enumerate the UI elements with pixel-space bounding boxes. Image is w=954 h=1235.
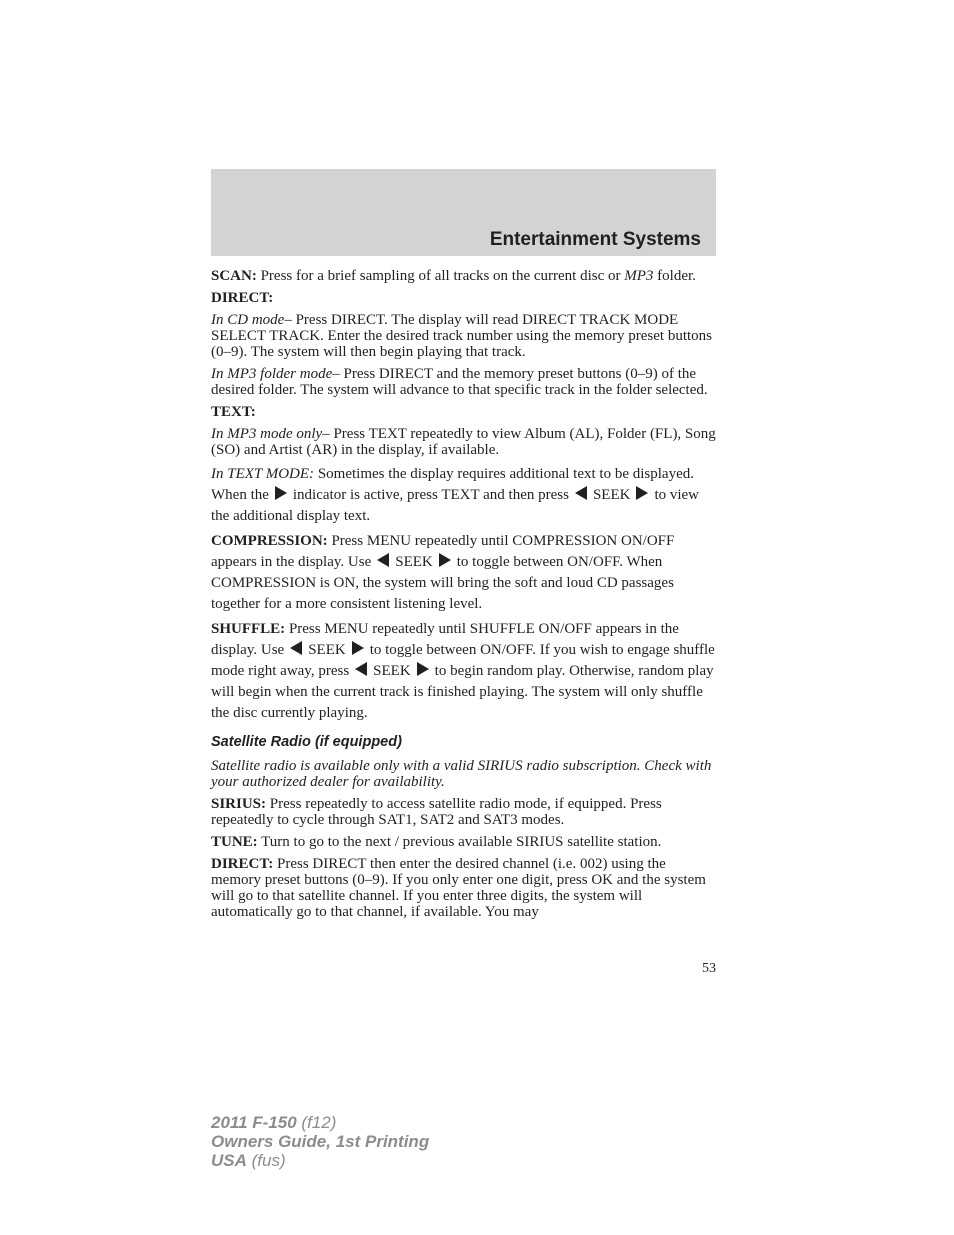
text-term: TEXT:	[211, 404, 256, 420]
shuffle-paragraph	[211, 619, 716, 724]
text-mode-seek: SEEK	[592, 487, 631, 503]
compression-seek: SEEK	[395, 554, 433, 570]
page-number: 53	[702, 961, 716, 976]
direct-heading	[211, 290, 716, 306]
right-triangle-icon	[352, 641, 364, 655]
direct2-text: Press DIRECT then enter the desired channel (i.e. 002) using the memory preset buttons (0–9). If you only enter one digit, press OK and the system will go to that satellite channel. If you enter three digits, the system will automatically go to that channel, if available. You may	[211, 856, 706, 920]
text-mode-text-3: to view the additional display text.	[211, 487, 700, 524]
footer-region: USA	[211, 1151, 247, 1170]
footer-line-3	[211, 1151, 429, 1170]
cd-mode-paragraph	[211, 312, 716, 360]
compression-paragraph	[211, 531, 716, 615]
left-triangle-icon	[290, 641, 302, 655]
direct2-paragraph	[211, 856, 716, 920]
direct-term: DIRECT:	[211, 290, 274, 306]
scan-text-2: folder.	[653, 268, 696, 284]
tune-paragraph	[211, 834, 716, 850]
satellite-note-text: Satellite radio is available only with a valid SIRIUS radio subscription. Check with your authorized dealer for availability.	[211, 758, 712, 790]
scan-paragraph	[211, 268, 716, 284]
right-triangle-icon	[275, 486, 287, 500]
scan-italic: MP3	[624, 268, 654, 284]
mp3-only-italic: In MP3 mode only	[211, 426, 323, 442]
text-mode-text-1: Sometimes the display requires additional text to be displayed. When the	[211, 466, 694, 503]
text-mode-italic: In TEXT MODE:	[211, 466, 315, 482]
footer-region-code: (fus)	[246, 1151, 286, 1170]
cd-mode-italic: In CD mode	[211, 312, 285, 328]
section-header-band	[211, 169, 716, 256]
scan-text-1: Press for a brief sampling of all tracks on the current disc or	[256, 268, 625, 284]
shuffle-seek-2: SEEK	[373, 663, 411, 679]
cd-mode-text: – Press DIRECT. The display will read DIRECT TRACK MODE SELECT TRACK. Enter the desired track number using the memory preset buttons (0–9). The system will then begin playing that track.	[211, 312, 713, 360]
compression-text-2: to toggle between ON/OFF. When COMPRESSION is ON, the system will bring the soft and loud CD passages together for a more consistent listening level.	[211, 554, 674, 612]
right-triangle-icon	[417, 662, 429, 676]
shuffle-text-2: to toggle between ON/OFF. If you wish to engage shuffle mode right away, press	[211, 642, 715, 679]
footer-line-1	[211, 1113, 429, 1132]
compression-text-1: Press MENU repeatedly until COMPRESSION ON/OFF appears in the display. Use	[211, 533, 675, 570]
mp3-only-paragraph	[211, 426, 716, 458]
left-triangle-icon	[377, 553, 389, 567]
shuffle-text-3: to begin random play. Otherwise, random play will begin when the current track is finished playing. The system will only shuffle the disc currently playing.	[211, 663, 714, 721]
footer-line-2: Owners Guide, 1st Printing	[211, 1132, 430, 1151]
scan-term: SCAN:	[211, 268, 257, 284]
right-triangle-icon	[636, 486, 648, 500]
direct2-term: DIRECT:	[211, 856, 274, 872]
text-mode-text-2: indicator is active, press TEXT and then press	[292, 487, 569, 503]
tune-text: Turn to go to the next / previous available SIRIUS satellite station.	[257, 834, 662, 850]
mp3-folder-italic: In MP3 folder mode	[211, 366, 333, 382]
mp3-only-text: – Press TEXT repeatedly to view Album (AL), Folder (FL), Song (SO) and Artist (AR) in the display, if available.	[211, 426, 716, 458]
left-triangle-icon	[355, 662, 367, 676]
footer-model: 2011 F-150	[211, 1113, 297, 1132]
satellite-heading: Satellite Radio (if equipped)	[211, 734, 402, 750]
section-title: Entertainment Systems	[489, 229, 701, 250]
sirius-text: Press repeatedly to access satellite radio mode, if equipped. Press repeatedly to cycle through SAT1, SAT2 and SAT3 modes.	[211, 796, 662, 828]
footer	[211, 1113, 429, 1170]
satellite-note	[211, 758, 716, 790]
shuffle-seek-1: SEEK	[308, 642, 346, 658]
shuffle-term: SHUFFLE:	[211, 621, 286, 637]
footer-model-code: (f12)	[296, 1113, 337, 1132]
sirius-term: SIRIUS:	[211, 796, 267, 812]
mp3-folder-paragraph	[211, 366, 716, 398]
page-content	[211, 268, 716, 926]
text-mode-paragraph	[211, 464, 716, 527]
right-triangle-icon	[439, 553, 451, 567]
tune-term: TUNE:	[211, 834, 258, 850]
compression-term: COMPRESSION:	[211, 533, 328, 549]
mp3-folder-text: – Press DIRECT and the memory preset buttons (0–9) of the desired folder. The system will advance to that specific track in the folder selected.	[211, 366, 708, 398]
sirius-paragraph	[211, 796, 716, 828]
shuffle-text-1: Press MENU repeatedly until SHUFFLE ON/OFF appears in the display. Use	[211, 621, 679, 658]
left-triangle-icon	[575, 486, 587, 500]
text-heading	[211, 404, 716, 420]
